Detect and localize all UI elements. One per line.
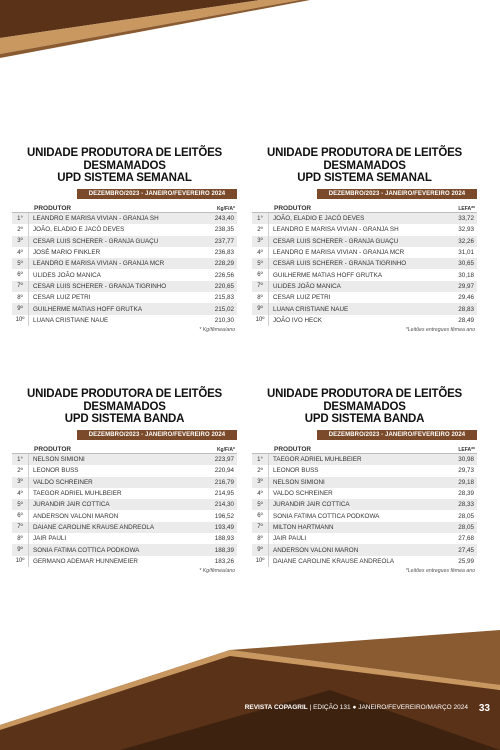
table-header xyxy=(252,201,477,213)
producer-name-cell: JURANDIR JAIR COTTICA xyxy=(28,499,201,510)
producer-name-cell: JURANDIR JAIR COTTICA xyxy=(268,499,441,510)
rank-cell: 9º xyxy=(17,547,23,554)
block-title: UNIDADE PRODUTORA DE LEITÕES DESMAMADOS UPD SISTEMA BANDA xyxy=(266,388,463,425)
value-cell: 28,83 xyxy=(458,305,474,313)
column-produtor: PRODUTOR xyxy=(34,205,72,212)
table-row xyxy=(252,522,477,533)
footnote: *Leitões entregues fêmea ano xyxy=(405,567,475,574)
rank-cell: 2º xyxy=(257,226,263,233)
producer-name-cell: ANDERSON VALONI MARON xyxy=(28,510,201,521)
table-row xyxy=(252,281,477,292)
value-cell: 28,05 xyxy=(458,523,474,531)
value-cell: 29,46 xyxy=(458,294,474,302)
table-row xyxy=(252,465,477,476)
table-row xyxy=(12,281,237,292)
value-cell: 27,45 xyxy=(458,546,474,554)
producer-name-cell: JAIR PAULI xyxy=(28,533,201,544)
table-row xyxy=(252,303,477,314)
ranking-rows xyxy=(12,213,237,326)
rank-cell: 4º xyxy=(17,249,23,256)
footnote: *Leitões entregues fêmea ano xyxy=(405,326,475,333)
table-row xyxy=(252,292,477,303)
rank-cell: 5º xyxy=(17,260,23,267)
column-unit: Kg/F/A* xyxy=(216,447,235,453)
table-row xyxy=(12,292,237,303)
table-row xyxy=(252,488,477,499)
value-cell: 28,49 xyxy=(458,316,474,324)
rank-cell: 4º xyxy=(17,490,23,497)
table-row xyxy=(252,269,477,280)
rank-cell: 10º xyxy=(255,558,265,565)
value-cell: 183,26 xyxy=(214,557,234,565)
block-title: UNIDADE PRODUTORA DE LEITÕES DESMAMADOS UPD SISTEMA BANDA xyxy=(26,388,223,425)
value-cell: 32,26 xyxy=(458,237,474,245)
producer-name-cell: NELSON SIMIONI xyxy=(28,454,201,465)
ranking-block-semanal-kg xyxy=(12,147,237,333)
rank-cell: 6º xyxy=(17,513,23,520)
value-cell: 32,93 xyxy=(458,226,474,234)
producer-name-cell: NELSON SIMIONI xyxy=(268,477,441,488)
value-cell: 30,65 xyxy=(458,260,474,268)
producer-name-cell: JOÃO, ELADIO E JACÓ DEVES xyxy=(268,213,441,224)
table-row xyxy=(252,247,477,258)
rank-cell: 8º xyxy=(257,535,263,542)
producer-name-cell: SONIA FATIMA COTTICA PODKOWA xyxy=(268,510,441,521)
value-cell: 215,83 xyxy=(214,294,234,302)
rank-cell: 3º xyxy=(257,238,263,245)
table-row xyxy=(12,213,237,224)
rank-cell: 3º xyxy=(17,479,23,486)
table-row xyxy=(252,544,477,555)
producer-name-cell: GUILHERME MATIAS HOFF GRUTKA xyxy=(268,269,441,280)
period-bar: DEZEMBRO/2023 - JANEIRO/FEVEREIRO 2024 xyxy=(77,189,237,199)
table-row xyxy=(12,247,237,258)
column-unit: Kg/F/A* xyxy=(216,206,235,212)
producer-name-cell: LUANA CRISTIANE NAUE xyxy=(28,315,201,326)
table-row xyxy=(252,315,477,326)
value-cell: 28,05 xyxy=(458,512,474,520)
producer-name-cell: TAEGOR ADRIEL MUHLBEIER xyxy=(28,488,201,499)
period-bar: DEZEMBRO/2023 - JANEIRO/FEVEREIRO 2024 xyxy=(77,430,237,440)
rank-cell: 6º xyxy=(17,272,23,279)
table-row xyxy=(12,454,237,465)
table-row xyxy=(12,477,237,488)
rank-cell: 2º xyxy=(17,226,23,233)
table-row xyxy=(252,556,477,567)
value-cell: 214,95 xyxy=(214,490,234,498)
producer-name-cell: CESAR LUIZ PETRI xyxy=(268,292,441,303)
rank-cell: 10º xyxy=(15,558,25,565)
value-cell: 193,49 xyxy=(214,523,234,531)
rank-cell: 7º xyxy=(17,524,23,531)
producer-name-cell: JOÃO, ELADIO E JACÓ DEVES xyxy=(28,224,201,235)
value-cell: 243,40 xyxy=(214,215,234,223)
top-decoration xyxy=(0,0,500,62)
producer-name-cell: JOÃO IVO HECK xyxy=(268,315,441,326)
column-produtor: PRODUTOR xyxy=(274,205,312,212)
rank-cell: 7º xyxy=(257,524,263,531)
producer-name-cell: LEANDRO E MARISA VIVIAN - GRANJA MCR xyxy=(28,258,201,269)
footnote: * Kg/fêmea/ano xyxy=(199,326,235,333)
producer-name-cell: CESAR LUIS SCHERER - GRANJA GUAÇU xyxy=(28,236,201,247)
table-row xyxy=(252,258,477,269)
value-cell: 30,98 xyxy=(458,456,474,464)
value-cell: 237,77 xyxy=(214,237,234,245)
value-cell: 29,73 xyxy=(458,467,474,475)
value-cell: 196,52 xyxy=(214,512,234,520)
value-cell: 25,99 xyxy=(458,557,474,565)
value-cell: 33,72 xyxy=(458,215,474,223)
value-cell: 236,83 xyxy=(214,249,234,257)
value-cell: 220,65 xyxy=(214,282,234,290)
table-row xyxy=(252,477,477,488)
table-row xyxy=(12,269,237,280)
producer-name-cell: SONIA FATIMA COTTICA PODKOWA xyxy=(28,544,201,555)
footer-publication: REVISTA COPAGRIL | EDIÇÃO 131 ● JANEIRO/FEVEREIRO/MARÇO 2024 xyxy=(244,704,468,711)
table-row xyxy=(252,454,477,465)
rank-cell: 5º xyxy=(17,501,23,508)
rank-cell: 8º xyxy=(17,535,23,542)
value-cell: 188,93 xyxy=(214,535,234,543)
value-cell: 28,33 xyxy=(458,501,474,509)
rank-cell: 1° xyxy=(257,456,263,463)
table-row xyxy=(252,499,477,510)
column-unit: LEFA** xyxy=(458,447,475,453)
page-number: 33 xyxy=(478,703,490,714)
rank-cell: 3º xyxy=(17,238,23,245)
ranking-block-banda-lefa xyxy=(252,388,477,574)
block-title: UNIDADE PRODUTORA DE LEITÕES DESMAMADOS UPD SISTEMA SEMANAL xyxy=(26,147,223,184)
value-cell: 214,30 xyxy=(214,501,234,509)
block-title: UNIDADE PRODUTORA DE LEITÕES DESMAMADOS UPD SISTEMA SEMANAL xyxy=(266,147,463,184)
table-row xyxy=(252,533,477,544)
value-cell: 31,01 xyxy=(458,249,474,257)
table-row xyxy=(252,236,477,247)
column-produtor: PRODUTOR xyxy=(34,446,72,453)
rank-cell: 6º xyxy=(257,513,263,520)
table-row xyxy=(12,499,237,510)
rank-cell: 8º xyxy=(17,294,23,301)
producer-name-cell: LUANA CRISTIANE NAUE xyxy=(268,303,441,314)
rank-cell: 5º xyxy=(257,260,263,267)
table-row xyxy=(12,236,237,247)
table-row xyxy=(12,315,237,326)
value-cell: 210,30 xyxy=(214,316,234,324)
period-bar: DEZEMBRO/2023 - JANEIRO/FEVEREIRO 2024 xyxy=(317,189,477,199)
rank-cell: 8º xyxy=(257,294,263,301)
producer-name-cell: CESAR LUIS SCHERER - GRANJA TIGRINHO xyxy=(268,258,441,269)
rank-cell: 1° xyxy=(17,456,23,463)
producer-name-cell: JAIR PAULI xyxy=(268,533,441,544)
producer-name-cell: LEONOR BUSS xyxy=(28,465,201,476)
table-row xyxy=(252,213,477,224)
producer-name-cell: CESAR LUIS SCHERER - GRANJA TIGRINHO xyxy=(28,281,201,292)
producer-name-cell: ULIDES JOÃO MANICA xyxy=(28,269,201,280)
footnote: * Kg/fêmea/ano xyxy=(199,567,235,574)
value-cell: 29,18 xyxy=(458,478,474,486)
column-unit: LEFA** xyxy=(458,206,475,212)
rank-cell: 4º xyxy=(257,490,263,497)
value-cell: 29,97 xyxy=(458,282,474,290)
ranking-block-banda-kg xyxy=(12,388,237,574)
producer-name-cell: JOSÉ MARIO FINKLER xyxy=(28,247,201,258)
producer-name-cell: VALDO SCHREINER xyxy=(268,488,441,499)
table-row xyxy=(12,544,237,555)
rank-cell: 4º xyxy=(257,249,263,256)
table-row xyxy=(252,224,477,235)
rank-cell: 10º xyxy=(15,317,25,324)
value-cell: 27,68 xyxy=(458,535,474,543)
table-row xyxy=(12,510,237,521)
producer-name-cell: TAEGOR ADRIEL MUHLBEIER xyxy=(268,454,441,465)
producer-name-cell: DAIANE CAROLINE KRAUSE ANDREOLA xyxy=(28,522,201,533)
rank-cell: 6º xyxy=(257,272,263,279)
value-cell: 216,79 xyxy=(214,478,234,486)
value-cell: 215,02 xyxy=(214,305,234,313)
table-header xyxy=(252,442,477,454)
table-row xyxy=(12,556,237,567)
producer-name-cell: LEANDRO E MARISA VIVIAN - GRANJA MCR xyxy=(268,247,441,258)
value-cell: 238,35 xyxy=(214,226,234,234)
period-bar: DEZEMBRO/2023 - JANEIRO/FEVEREIRO 2024 xyxy=(317,430,477,440)
ranking-block-semanal-lefa xyxy=(252,147,477,333)
table-header xyxy=(12,442,237,454)
value-cell: 28,39 xyxy=(458,490,474,498)
producer-name-cell: ULIDES JOÃO MANICA xyxy=(268,281,441,292)
producer-name-cell: LEONOR BUSS xyxy=(268,465,441,476)
value-cell: 223,97 xyxy=(214,456,234,464)
table-row xyxy=(12,465,237,476)
ranking-rows xyxy=(252,213,477,326)
producer-name-cell: VALDO SCHREINER xyxy=(28,477,201,488)
bottom-decoration xyxy=(0,630,500,750)
rank-cell: 2º xyxy=(17,467,23,474)
table-row xyxy=(252,510,477,521)
rank-cell: 1° xyxy=(17,215,23,222)
table-row xyxy=(12,303,237,314)
rank-cell: 1° xyxy=(257,215,263,222)
table-row xyxy=(12,522,237,533)
producer-name-cell: MILTON HARTMANN xyxy=(268,522,441,533)
table-row xyxy=(12,258,237,269)
value-cell: 228,29 xyxy=(214,260,234,268)
value-cell: 220,94 xyxy=(214,467,234,475)
producer-name-cell: ANDERSON VALONI MARON xyxy=(268,544,441,555)
table-header xyxy=(12,201,237,213)
table-row xyxy=(12,533,237,544)
rank-cell: 7º xyxy=(17,283,23,290)
producer-name-cell: CESAR LUIZ PETRI xyxy=(28,292,201,303)
producer-name-cell: DAIANE CAROLINE KRAUSE ANDREOLA xyxy=(268,556,441,567)
rank-cell: 9º xyxy=(257,547,263,554)
producer-name-cell: GUILHERME MATIAS HOFF GRUTKA xyxy=(28,303,201,314)
ranking-rows xyxy=(12,454,237,567)
rank-cell: 7º xyxy=(257,283,263,290)
producer-name-cell: CESAR LUIS SCHERER - GRANJA GUAÇU xyxy=(268,236,441,247)
rank-cell: 2º xyxy=(257,467,263,474)
value-cell: 226,56 xyxy=(214,271,234,279)
table-row xyxy=(12,488,237,499)
column-produtor: PRODUTOR xyxy=(274,446,312,453)
value-cell: 188,39 xyxy=(214,546,234,554)
rank-cell: 5º xyxy=(257,501,263,508)
producer-name-cell: LEANDRO E MARISA VIVIAN - GRANJA SH xyxy=(268,224,441,235)
value-cell: 30,18 xyxy=(458,271,474,279)
rank-cell: 10º xyxy=(255,317,265,324)
rank-cell: 3º xyxy=(257,479,263,486)
ranking-rows xyxy=(252,454,477,567)
rank-cell: 9º xyxy=(17,306,23,313)
table-row xyxy=(12,224,237,235)
producer-name-cell: LEANDRO E MARISA VIVIAN - GRANJA SH xyxy=(28,213,201,224)
producer-name-cell: GERMANO ADEMAR HUNNEMEIER xyxy=(28,556,201,567)
rank-cell: 9º xyxy=(257,306,263,313)
